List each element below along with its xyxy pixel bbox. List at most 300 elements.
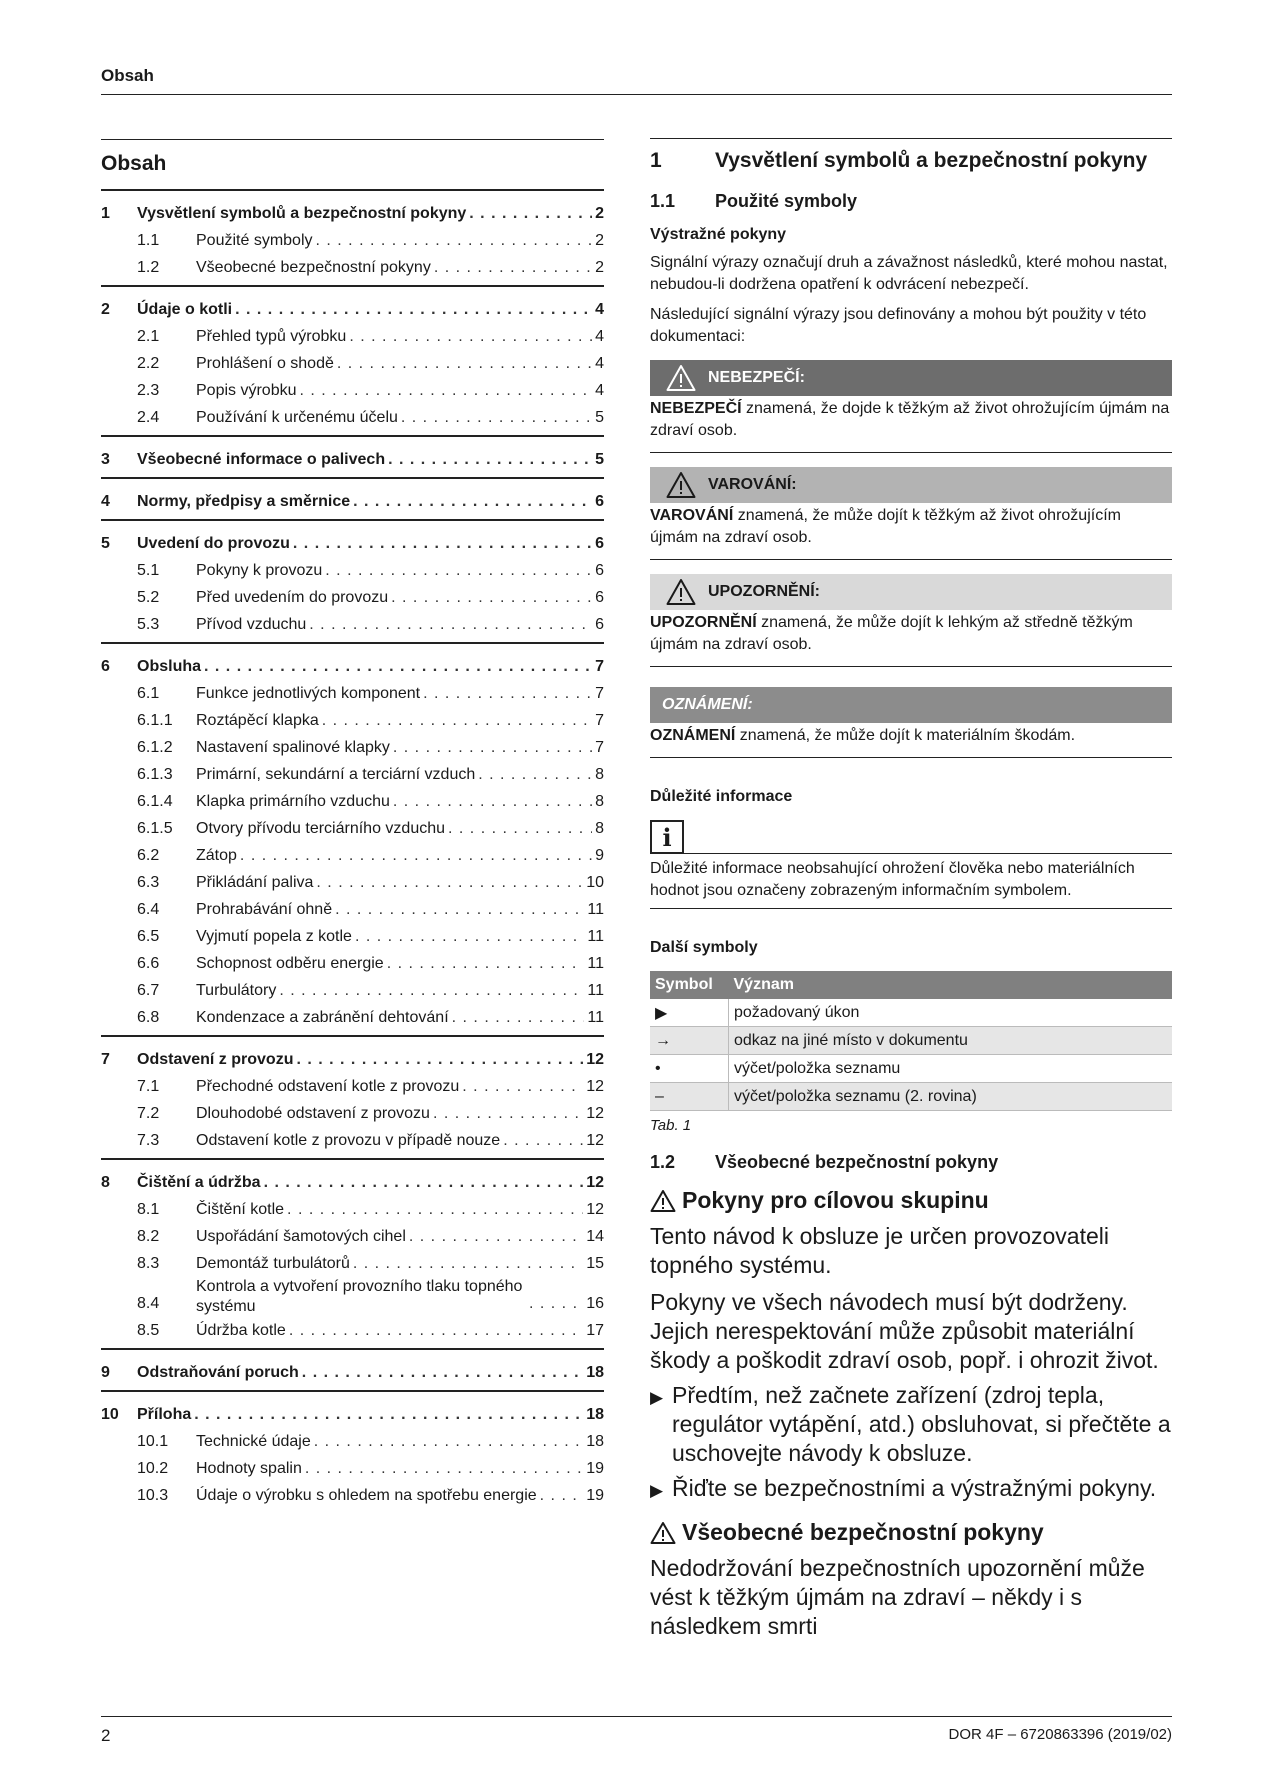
toc-leader-dots (300, 377, 593, 404)
toc-subentry-title: Popis výrobku (196, 382, 297, 399)
toc-section (101, 1037, 604, 1160)
toc-subentry-page: 2 (595, 232, 604, 249)
toc-entry-title: Normy, předpisy a směrnice (137, 493, 351, 510)
meaning-cell: výčet/položka seznamu (2. rovina) (729, 1083, 1173, 1111)
action-arrow-icon: ▶ (650, 1481, 664, 1500)
toc-subentry-number: 2.2 (137, 355, 160, 372)
toc-subentry-page: 7 (595, 712, 604, 729)
symbol-cell: • (650, 1055, 729, 1083)
caution-word: UPOZORNĚNÍ (650, 614, 757, 631)
toc-leader-dots (503, 1127, 583, 1154)
toc-entry (101, 653, 604, 680)
toc-subentry-number: 6.4 (137, 901, 160, 918)
toc-entry-title: Všeobecné informace o palivech (137, 451, 386, 468)
meaning-cell: výčet/položka seznamu (729, 1055, 1173, 1083)
toc-entry (101, 530, 604, 557)
toc-subentry (101, 707, 604, 734)
toc-title: Obsah (101, 152, 167, 175)
toc-leader-dots (264, 1169, 584, 1196)
toc-subentry (101, 869, 604, 896)
toc-subentry-title: Kontrola a vytvoření provozního tlaku topného systému (196, 1278, 523, 1315)
toc-entry-page: 5 (595, 451, 604, 468)
toc-entry-number: 4 (101, 493, 110, 510)
danger-text: znamená, že dojde k těžkým až život ohrožujícím újmám na zdraví osob. (650, 400, 1170, 439)
chapter-number: 1 (650, 149, 662, 172)
table-header-symbol: Symbol (650, 971, 729, 999)
toc-subentry-number: 6.1.3 (137, 766, 173, 783)
toc-subentry-page: 12 (586, 1105, 604, 1122)
toc-entry-page: 7 (595, 658, 604, 675)
notice-bar (650, 687, 1172, 723)
toc-subentry-title: Roztápěcí klapka (196, 712, 319, 729)
toc-leader-dots (316, 869, 583, 896)
table-row (650, 1027, 1172, 1055)
toc-subentry-title: Údaje o výrobku s ohledem na spotřebu energie (196, 1487, 537, 1504)
toc-entry-page: 18 (586, 1406, 604, 1423)
bullet-text: Předtím, než začnete zařízení (zdroj tepla, regulátor vytápění, atd.) obsluhovat, si přečtěte a uschovejte návody k obsluze. (672, 1382, 1171, 1466)
toc-subentry (101, 1428, 604, 1455)
toc-subentry-page: 19 (586, 1487, 604, 1504)
toc-subentry-page: 8 (595, 793, 604, 810)
notice-text: znamená, že může dojít k materiálním škodám. (735, 727, 1076, 744)
toc-subentry (101, 404, 604, 431)
info-icon: i (650, 820, 684, 854)
toc-subentry-number: 1.2 (137, 259, 160, 276)
toc-section (101, 287, 604, 437)
toc-subentry-number: 6.8 (137, 1009, 160, 1026)
toc-leader-dots (452, 1004, 585, 1031)
notice-label: OZNÁMENÍ: (662, 696, 753, 713)
table-row (650, 999, 1172, 1027)
danger-block (650, 360, 1172, 453)
action-arrow-icon: ▶ (650, 1388, 664, 1407)
toc-subentry-number: 8.5 (137, 1322, 160, 1339)
heading-general-safety (650, 1519, 1172, 1546)
toc-subentry-title: Nastavení spalinové klapky (196, 739, 390, 756)
toc-subentry-title: Čištění kotle (196, 1201, 285, 1218)
toc-subentry-title: Prohrabávání ohně (196, 901, 333, 918)
notice-description (650, 723, 1172, 758)
danger-label: NEBEZPEČÍ: (708, 369, 805, 386)
toc-subentry-page: 9 (595, 847, 604, 864)
toc-leader-dots (462, 1073, 583, 1100)
toc-subentry-page: 11 (587, 1009, 604, 1026)
toc-subentry-title: Hodnoty spalin (196, 1460, 302, 1477)
toc-leader-dots (279, 977, 584, 1004)
toc-subentry-number: 6.6 (137, 955, 160, 972)
toc-leader-dots (393, 788, 592, 815)
toc-entry (101, 446, 604, 473)
toc-subentry-number: 10.2 (137, 1460, 169, 1477)
toc-subentry-number: 2.3 (137, 382, 160, 399)
toc-subentry-page: 12 (586, 1132, 604, 1149)
toc-subentry (101, 788, 604, 815)
target-paragraph-1: Tento návod k obsluze je určen provozovateli topného systému. (650, 1223, 1110, 1278)
toc-subentry (101, 1196, 604, 1223)
toc-leader-dots (423, 680, 592, 707)
toc-subentry-title: Demontáž turbulátorů (196, 1255, 350, 1272)
toc-subentry-number: 7.1 (137, 1078, 160, 1095)
bullet-item (650, 1474, 1172, 1505)
toc-leader-dots (401, 404, 592, 431)
toc-subentry (101, 254, 604, 281)
toc-subentry-title: Technické údaje (196, 1433, 311, 1450)
toc-subentry-page: 8 (595, 766, 604, 783)
toc-subentry-page: 6 (595, 589, 604, 606)
toc-leader-dots (293, 530, 592, 557)
running-header: Obsah (101, 66, 154, 85)
content-top-rule (650, 138, 1172, 139)
bullet-item (650, 1381, 1172, 1468)
toc-leader-dots (387, 950, 585, 977)
general-paragraph: Nedodržování bezpečnostních upozornění může vést k těžkým újmám na zdraví – někdy i s následkem smrti (650, 1555, 1145, 1639)
header-rule (101, 94, 1172, 95)
toc-leader-dots (433, 1100, 583, 1127)
toc-entry-title: Čištění a údržba (137, 1174, 261, 1191)
toc-subentry-title: Použité symboly (196, 232, 313, 249)
toc-subentry-title: Přehled typů výrobku (196, 328, 347, 345)
toc-subentry (101, 923, 604, 950)
symbol-cell: – (650, 1083, 729, 1111)
toc-entry (101, 1169, 604, 1196)
toc-leader-dots (469, 200, 592, 227)
toc-entry-title: Údaje o kotli (137, 301, 233, 318)
toc-entry-title: Vysvětlení symbolů a bezpečnostní pokyny (137, 205, 467, 222)
toc-leader-dots (391, 584, 592, 611)
toc-entry (101, 1401, 604, 1428)
document-id: DOR 4F – 6720863396 (2019/02) (948, 1726, 1172, 1743)
toc-entry-page: 6 (595, 535, 604, 552)
toc-subentry-title: Používání k určenému účelu (196, 409, 398, 426)
toc-subentry-title: Funkce jednotlivých komponent (196, 685, 421, 702)
toc-entry-number: 2 (101, 301, 110, 318)
toc-leader-dots (434, 254, 592, 281)
toc-subentry (101, 584, 604, 611)
toc-subentry-title: Uspořádání šamotových cihel (196, 1228, 406, 1245)
toc-subentry (101, 557, 604, 584)
toc-subentry-number: 5.1 (137, 562, 160, 579)
toc-subentry-page: 17 (586, 1322, 604, 1339)
toc-subentry-title: Primární, sekundární a terciární vzduch (196, 766, 476, 783)
toc-subentry-page: 16 (586, 1295, 604, 1312)
meaning-cell: odkaz na jiné místo v dokumentu (729, 1027, 1173, 1055)
warning-word: VAROVÁNÍ (650, 507, 734, 524)
toc-subentry-page: 14 (586, 1228, 604, 1245)
info-symbol-row (650, 820, 1172, 854)
toc-entry-title: Příloha (137, 1406, 192, 1423)
toc-subentry (101, 377, 604, 404)
toc-subentry-page: 6 (595, 562, 604, 579)
toc-subentry (101, 1073, 604, 1100)
toc-leader-dots (240, 842, 592, 869)
toc-subentry-page: 4 (595, 328, 604, 345)
toc-entry-page: 2 (595, 205, 604, 222)
toc-section (101, 191, 604, 287)
caution-description (650, 610, 1172, 667)
toc-section (101, 644, 604, 1037)
toc-entry-page: 12 (586, 1174, 604, 1191)
toc-subentry-page: 12 (586, 1078, 604, 1095)
toc-subentry-number: 1.1 (137, 232, 160, 249)
toc-subentry (101, 1223, 604, 1250)
toc-section (101, 1160, 604, 1350)
toc-subentry-page: 11 (587, 982, 604, 999)
toc-subentry-number: 6.3 (137, 874, 160, 891)
toc-subentry-page: 11 (587, 955, 604, 972)
warning-triangle-icon (650, 1521, 676, 1545)
symbol-cell: → (650, 1027, 729, 1055)
toc-leader-dots (235, 296, 592, 323)
warning-triangle-icon (650, 1189, 676, 1213)
toc-entry-title: Odstavení z provozu (137, 1051, 294, 1068)
section-heading-1-2 (650, 1152, 1172, 1173)
toc-subentry-title: Turbulátory (196, 982, 277, 999)
toc-leader-dots (305, 1455, 583, 1482)
chapter-heading (650, 149, 1172, 179)
toc-leader-dots (335, 896, 584, 923)
toc-subentry (101, 350, 604, 377)
toc-subentry-number: 6.1.4 (137, 793, 173, 810)
toc-subentry-number: 6.1.5 (137, 820, 173, 837)
toc-entry-page: 12 (586, 1051, 604, 1068)
subheading-other-symbols: Další symboly (650, 939, 758, 956)
toc-subentry-title: Odstavení kotle z provozu v případě nouze (196, 1132, 501, 1149)
toc-entry (101, 200, 604, 227)
toc-entry (101, 296, 604, 323)
section-title: Použité symboly (715, 191, 858, 211)
toc-subentry-number: 10.1 (137, 1433, 169, 1450)
meaning-cell: požadovaný úkon (729, 999, 1173, 1027)
toc-subentry-title: Přikládání paliva (196, 874, 314, 891)
section-title: Všeobecné bezpečnostní pokyny (715, 1152, 999, 1172)
toc-subentry (101, 1250, 604, 1277)
toc-subentry (101, 1004, 604, 1031)
warning-triangle-icon (666, 363, 696, 393)
toc-subentry-number: 7.2 (137, 1105, 160, 1122)
toc-section (101, 479, 604, 521)
page-number: 2 (101, 1726, 111, 1745)
table-row (650, 1083, 1172, 1111)
toc-subentry-number: 6.7 (137, 982, 160, 999)
paragraph-signal-words: Signální výrazy označují druh a závažnost následků, které mohou nastat, nebudou-li dodržena opatření k odvrácení nebezpečí. (650, 254, 1168, 293)
toc-subentry-title: Údržba kotle (196, 1322, 286, 1339)
caution-block (650, 574, 1172, 667)
toc-subentry-number: 5.3 (137, 616, 160, 633)
caution-bar (650, 574, 1172, 610)
toc-subentry (101, 815, 604, 842)
toc-subentry-page: 11 (587, 901, 604, 918)
toc-leader-dots (322, 707, 592, 734)
warning-triangle-icon (666, 577, 696, 607)
toc-subentry-title: Schopnost odběru energie (196, 955, 384, 972)
section-number: 1.1 (650, 191, 676, 211)
toc-leader-dots (353, 1250, 583, 1277)
toc-subentry (101, 842, 604, 869)
bullet-text: Řiďte se bezpečnostními a výstražnými pokyny. (672, 1475, 1157, 1501)
toc-subentry (101, 761, 604, 788)
warning-triangle-icon (666, 470, 696, 500)
toc-subentry-page: 18 (586, 1433, 604, 1450)
toc-subentry-number: 5.2 (137, 589, 160, 606)
toc-leader-dots (540, 1482, 584, 1509)
toc-leader-dots (349, 323, 592, 350)
toc-subentry (101, 1127, 604, 1154)
toc-subentry-number: 6.1.1 (137, 712, 173, 729)
toc-subentry (101, 611, 604, 638)
toc-entry-title: Uvedení do provozu (137, 535, 290, 552)
toc-subentry-page: 15 (586, 1255, 604, 1272)
toc-leader-dots (302, 1359, 583, 1386)
toc-leader-dots (309, 611, 592, 638)
toc-subentry-page: 2 (595, 259, 604, 276)
toc-subentry (101, 1455, 604, 1482)
content-column (650, 138, 1172, 1641)
toc-subentry-number: 8.4 (137, 1295, 160, 1312)
toc-subentry-title: Přechodné odstavení kotle z provozu (196, 1078, 460, 1095)
toc-subentry-page: 7 (595, 739, 604, 756)
toc-section (101, 1350, 604, 1392)
toc-subentry-number: 7.3 (137, 1132, 160, 1149)
toc-entry-number: 6 (101, 658, 110, 675)
toc-subentry-title: Prohlášení o shodě (196, 355, 334, 372)
toc-subentry-title: Všeobecné bezpečnostní pokyny (196, 259, 431, 276)
table-row (650, 1055, 1172, 1083)
toc-entry-title: Odstraňování poruch (137, 1364, 299, 1381)
toc-subentry-number: 2.4 (137, 409, 160, 426)
toc-entry-number: 9 (101, 1364, 110, 1381)
toc-subentry-title: Pokyny k provozu (196, 562, 323, 579)
warning-description (650, 503, 1172, 560)
toc-subentry-number: 8.3 (137, 1255, 160, 1272)
toc-entry-page: 18 (586, 1364, 604, 1381)
section-number: 1.2 (650, 1152, 676, 1172)
toc-subentry-title: Dlouhodobé odstavení z provozu (196, 1105, 430, 1122)
toc-entry-number: 10 (101, 1406, 119, 1423)
toc-leader-dots (353, 488, 592, 515)
toc-entry-page: 6 (595, 493, 604, 510)
warning-block (650, 467, 1172, 560)
notice-word: OZNÁMENÍ (650, 727, 736, 744)
toc-subentry (101, 323, 604, 350)
symbols-table (650, 971, 1172, 1111)
section-heading-1-1 (650, 191, 1172, 212)
toc-entry-number: 1 (101, 205, 110, 222)
toc-subentry-title: Zátop (196, 847, 237, 864)
caution-text: znamená, že může dojít k lehkým až středně těžkým újmám na zdraví osob. (650, 614, 1133, 653)
toc-entry-title: Obsluha (137, 658, 202, 675)
toc-entry-number: 7 (101, 1051, 110, 1068)
subheading-important: Důležité informace (650, 788, 793, 805)
danger-word: NEBEZPEČÍ (650, 400, 742, 417)
toc-subentry-page: 7 (595, 685, 604, 702)
toc-entry-number: 5 (101, 535, 110, 552)
warning-label: VAROVÁNÍ: (708, 476, 797, 493)
toc-leader-dots (448, 815, 592, 842)
toc-subentry (101, 896, 604, 923)
toc-subentry (101, 1100, 604, 1127)
toc-subentry-number: 6.5 (137, 928, 160, 945)
toc-leader-dots (296, 1046, 583, 1073)
toc-entry-number: 8 (101, 1174, 110, 1191)
toc-subentry-page: 11 (587, 928, 604, 945)
toc-subentry-page: 4 (595, 382, 604, 399)
target-paragraph-2: Pokyny ve všech návodech musí být dodrženy. Jejich nerespektování může způsobit materiální škody a poškodit zdraví osob, popř. i ohrozit život. (650, 1289, 1159, 1373)
toc-subentry (101, 950, 604, 977)
toc-body (101, 191, 604, 1513)
toc-leader-dots (204, 653, 592, 680)
toc-leader-dots (194, 1401, 583, 1428)
toc-subentry-number: 6.1.2 (137, 739, 173, 756)
toc-subentry-page: 5 (595, 409, 604, 426)
toc-entry-page: 4 (595, 301, 604, 318)
toc-section (101, 1392, 604, 1513)
toc-subentry (101, 227, 604, 254)
toc-subentry (101, 977, 604, 1004)
toc-leader-dots (287, 1196, 583, 1223)
table-of-contents (101, 139, 604, 1513)
toc-subentry-number: 2.1 (137, 328, 160, 345)
info-rule (684, 853, 1172, 854)
toc-leader-dots (314, 1428, 583, 1455)
subheading-warnings: Výstražné pokyny (650, 226, 787, 243)
table-caption: Tab. 1 (650, 1117, 692, 1134)
toc-subentry-number: 10.3 (137, 1487, 169, 1504)
heading-text: Všeobecné bezpečnostní pokyny (682, 1519, 1044, 1545)
danger-bar (650, 360, 1172, 396)
toc-subentry-title: Vyjmutí popela z kotle (196, 928, 352, 945)
toc-subentry-number: 6.2 (137, 847, 160, 864)
toc-leader-dots (289, 1317, 583, 1344)
toc-section (101, 521, 604, 644)
paragraph-defined-words: Následující signální výrazy jsou definovány a mohou být použity v této dokumentaci: (650, 306, 1147, 345)
toc-subentry (101, 1277, 604, 1317)
toc-subentry-page: 4 (595, 355, 604, 372)
toc-entry (101, 1046, 604, 1073)
toc-entry (101, 1359, 604, 1386)
warning-bar (650, 467, 1172, 503)
toc-leader-dots (325, 557, 592, 584)
toc-leader-dots (393, 734, 592, 761)
toc-subentry (101, 1317, 604, 1344)
important-text: Důležité informace neobsahující ohrožení člověka nebo materiálních hodnot jsou označeny zobrazeným informačním symbolem. (650, 858, 1172, 909)
toc-leader-dots (337, 350, 592, 377)
warning-text: znamená, že může dojít k těžkým až život ohrožujícím újmám na zdraví osob. (650, 507, 1121, 546)
table-header-meaning: Význam (729, 971, 1173, 999)
toc-leader-dots (478, 761, 592, 788)
danger-description (650, 396, 1172, 453)
toc-leader-dots (355, 923, 584, 950)
toc-subentry-page: 6 (595, 616, 604, 633)
toc-subentry-page: 10 (586, 874, 604, 891)
toc-leader-dots (388, 446, 592, 473)
toc-subentry (101, 680, 604, 707)
toc-leader-dots (409, 1223, 583, 1250)
toc-subentry (101, 1482, 604, 1509)
caution-label: UPOZORNĚNÍ: (708, 583, 820, 600)
toc-subentry-page: 8 (595, 820, 604, 837)
toc-subentry-title: Přívod vzduchu (196, 616, 307, 633)
toc-subentry (101, 734, 604, 761)
toc-leader-dots (529, 1290, 583, 1317)
toc-subentry-number: 8.1 (137, 1201, 160, 1218)
heading-target-group (650, 1187, 1172, 1214)
toc-subentry-page: 12 (586, 1201, 604, 1218)
heading-text: Pokyny pro cílovou skupinu (682, 1187, 989, 1213)
toc-subentry-title: Kondenzace a zabránění dehtování (196, 1009, 449, 1026)
toc-section (101, 437, 604, 479)
toc-entry (101, 488, 604, 515)
chapter-title: Vysvětlení symbolů a bezpečnostní pokyny (715, 149, 1148, 172)
